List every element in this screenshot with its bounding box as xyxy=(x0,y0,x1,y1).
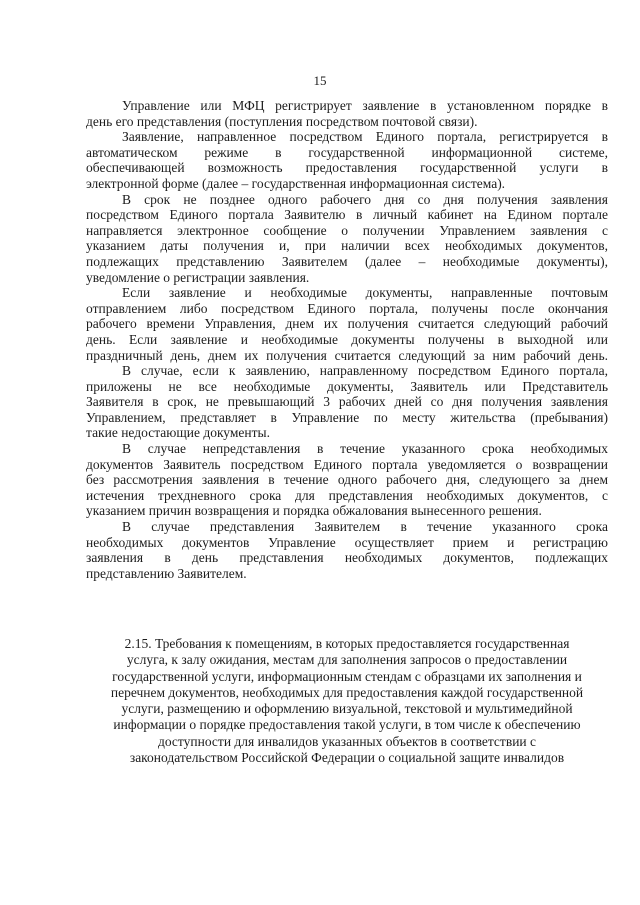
text-line: необходимых документов Управление осуществляет прием и регистрацию xyxy=(86,534,608,550)
paragraph xyxy=(86,192,608,286)
text-line: Управление или МФЦ регистрирует заявление в установленном порядке в xyxy=(122,98,608,113)
section-line: услуга, к залу ожидания, местам для заполнения запросов о предоставлении xyxy=(126,652,568,668)
text-line: документов Заявитель посредством Единого портала уведомляется о возвращении xyxy=(86,456,608,472)
section-line: 2.15. Требования к помещениям, в которых предоставляется государственная xyxy=(124,636,570,651)
text-line: В срок не позднее одного рабочего дня со дня получения заявления xyxy=(122,191,608,207)
text-line: праздничный день, днем их получения считается следующий за ним рабочий день. xyxy=(86,347,608,363)
text-line: заявления в день представления необходимых документов, подлежащих xyxy=(86,550,608,566)
text-line: электронной форме (далее – государственная информационная система). xyxy=(86,175,506,191)
text-line: истечения трехдневного срока для представления необходимых документов, с xyxy=(86,487,608,503)
text-line: В случае представления Заявителем в течение указанного срока xyxy=(122,519,608,535)
text-line: такие недостающие документы. xyxy=(86,425,270,441)
page-number: 15 xyxy=(313,73,327,88)
section-line: информации о порядке предоставления такой услуги, в том числе к обеспечению xyxy=(113,717,581,733)
text-line: В случае непредставления в течение указанного срока необходимых xyxy=(122,441,608,457)
text-line: обеспечивающей возможность предоставления государственной услуги в xyxy=(86,160,608,176)
section-line: государственной услуги, информационным стендам с образцами их заполнения и xyxy=(112,668,582,684)
paragraph xyxy=(86,363,608,441)
text-line: рабочего времени Управления, днем их получения считается следующий рабочий xyxy=(86,316,608,332)
text-line: указанием даты получения и, при наличии всех необходимых документов, xyxy=(86,238,608,254)
text-line: день его представления (поступления посредством почтовой связи). xyxy=(86,113,478,129)
text-line: Заявление, направленное посредством Единого портала, регистрируется в xyxy=(122,129,608,145)
text-line: подлежащих представлению Заявителем (далее – необходимые документы), xyxy=(86,253,608,269)
text-line: отправлением либо посредством Единого портала, получены после окончания xyxy=(86,300,608,316)
section-heading xyxy=(86,636,608,766)
text-line: день. Если заявление и необходимые документы получены в выходной или xyxy=(86,331,608,347)
text-line: без рассмотрения заявления в течение одного рабочего дня, следующего за днем xyxy=(86,472,608,488)
text-line: Заявителя в срок, не превышающий 3 рабочих дней со дня получения заявления xyxy=(86,394,608,410)
paragraph xyxy=(86,441,608,519)
paragraph xyxy=(86,519,608,581)
paragraph xyxy=(86,129,608,191)
text-line: В случае, если к заявлению, направленному посредством Единого портала, xyxy=(122,363,608,379)
paragraph xyxy=(86,98,608,129)
text-line: автоматическом режиме в государственной информационной системе, xyxy=(86,144,608,160)
text-line: направляется электронное сообщение о получении Управлением заявления с xyxy=(86,222,608,238)
text-line: уведомление о регистрации заявления. xyxy=(86,269,310,285)
text-line: приложены не все необходимые документы, Заявитель или Представитель xyxy=(86,378,608,394)
body-text xyxy=(86,98,608,581)
text-line: Управлением, представляет в Управление по месту жительства (пребывания) xyxy=(86,409,608,425)
section-line: доступности для инвалидов указанных объектов в соответствии с xyxy=(157,733,537,749)
text-line: посредством Единого портала Заявителю в личный кабинет на Едином портале xyxy=(86,207,608,223)
text-line: указанием причин возвращения и порядка обжалования вынесенного решения. xyxy=(86,503,542,519)
text-line: представлению Заявителем. xyxy=(86,565,247,581)
section-line: перечнем документов, необходимых для предоставления каждой государственной xyxy=(110,684,584,700)
section-line: услуги, размещению и оформлению визуальной, текстовой и мультимедийной xyxy=(121,701,573,717)
text-line: Если заявление и необходимые документы, направленные почтовым xyxy=(122,285,608,301)
section-line: законодательством Российской Федерации о социальной защите инвалидов xyxy=(129,750,565,766)
paragraph xyxy=(86,285,608,363)
